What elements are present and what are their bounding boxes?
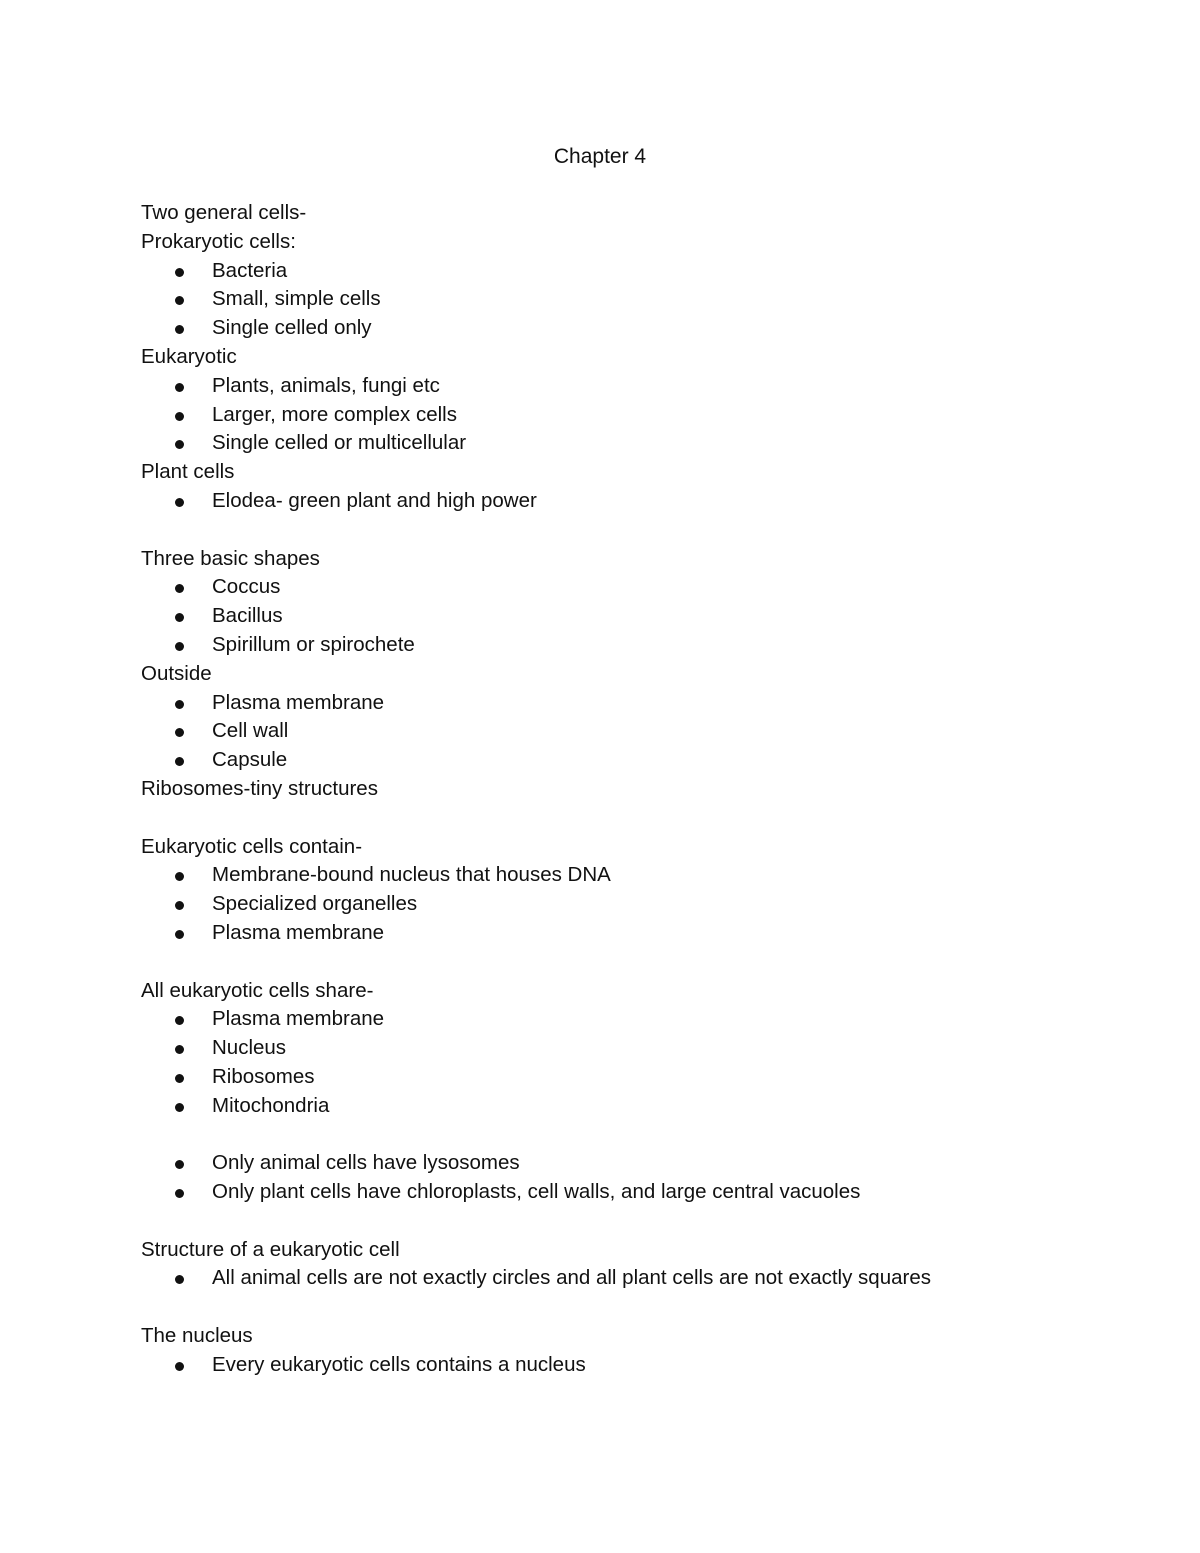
bullet-dot-icon xyxy=(175,498,184,507)
bullet-dot-icon xyxy=(175,700,184,709)
heading-line: Two general cells- xyxy=(141,201,307,224)
heading-line: Eukaryotic cells contain- xyxy=(141,834,363,858)
bullet-item xyxy=(141,1005,1101,1034)
bullet-item xyxy=(141,861,1101,890)
bullet-item xyxy=(141,314,1101,343)
bullet-dot-icon xyxy=(175,325,184,334)
bullet-text: Only animal cells have lysosomes xyxy=(212,1151,520,1175)
bullet-text: Bacillus xyxy=(212,604,283,628)
document-body xyxy=(141,199,1101,1380)
heading-line: Structure of a eukaryotic cell xyxy=(141,1237,400,1261)
bullet-dot-icon xyxy=(175,1362,184,1371)
bullet-item xyxy=(141,1063,1101,1092)
bullet-item xyxy=(141,429,1101,458)
bullet-text: Nucleus xyxy=(212,1036,287,1060)
bullet-dot-icon xyxy=(175,296,184,305)
bullet-dot-icon xyxy=(175,1103,184,1112)
bullet-item xyxy=(141,401,1101,430)
heading-line: Outside xyxy=(141,661,212,685)
bullet-dot-icon xyxy=(175,584,184,593)
bullet-text: Specialized organelles xyxy=(212,892,418,916)
bullet-text: Only plant cells have chloroplasts, cell walls, and large central vacuoles xyxy=(212,1180,861,1204)
bullet-item xyxy=(141,1034,1101,1063)
bullet-dot-icon xyxy=(175,728,184,737)
heading-line: Prokaryotic cells: xyxy=(141,229,296,253)
bullet-text: Coccus xyxy=(212,575,281,599)
heading-line: The nucleus xyxy=(141,1324,253,1348)
bullet-dot-icon xyxy=(175,268,184,277)
bullet-dot-icon xyxy=(175,412,184,421)
bullet-dot-icon xyxy=(175,1074,184,1083)
bullet-text: Plants, animals, fungi etc xyxy=(212,373,440,397)
bullet-item xyxy=(141,1351,1101,1380)
blank-line xyxy=(141,948,1101,977)
bullet-text: Spirillum or spirochete xyxy=(212,632,415,656)
page-title: Chapter 4 xyxy=(553,145,647,168)
bullet-text: Membrane-bound nucleus that houses DNA xyxy=(212,863,611,887)
bullet-item xyxy=(141,573,1101,602)
bullet-text: Mitochondria xyxy=(212,1093,330,1117)
heading-line: Eukaryotic xyxy=(141,344,237,368)
bullet-dot-icon xyxy=(175,1045,184,1054)
bullet-dot-icon xyxy=(175,440,184,449)
blank-line xyxy=(141,1293,1101,1322)
bullet-item xyxy=(141,1178,1101,1207)
heading-line: All eukaryotic cells share- xyxy=(141,978,374,1002)
bullet-dot-icon xyxy=(175,872,184,881)
bullet-item xyxy=(141,717,1101,746)
heading-line: Ribosomes-tiny structures xyxy=(141,776,378,800)
bullet-text: All animal cells are not exactly circles and all plant cells are not exactly squares xyxy=(212,1266,931,1290)
bullet-item xyxy=(141,285,1101,314)
bullet-text: Single celled only xyxy=(212,316,372,340)
bullet-item xyxy=(141,1149,1101,1178)
blank-line xyxy=(141,1207,1101,1236)
bullet-text: Capsule xyxy=(212,748,288,772)
bullet-text: Every eukaryotic cells contains a nucleus xyxy=(212,1352,586,1376)
bullet-item xyxy=(141,689,1101,718)
bullet-dot-icon xyxy=(175,930,184,939)
bullet-item xyxy=(141,372,1101,401)
bullet-text: Cell wall xyxy=(212,719,289,743)
heading-line: Plant cells xyxy=(141,460,235,484)
bullet-dot-icon xyxy=(175,1189,184,1198)
bullet-text: Plasma membrane xyxy=(212,1007,385,1031)
bullet-dot-icon xyxy=(175,1016,184,1025)
bullet-text: Larger, more complex cells xyxy=(212,402,457,426)
bullet-text: Plasma membrane xyxy=(212,920,385,944)
bullet-item xyxy=(141,257,1101,286)
bullet-item xyxy=(141,919,1101,948)
bullet-dot-icon xyxy=(175,642,184,651)
bullet-dot-icon xyxy=(175,1275,184,1284)
bullet-item xyxy=(141,1264,1101,1293)
bullet-dot-icon xyxy=(175,383,184,392)
bullet-dot-icon xyxy=(175,757,184,766)
bullet-item xyxy=(141,602,1101,631)
bullet-text: Ribosomes xyxy=(212,1064,315,1088)
bullet-dot-icon xyxy=(175,613,184,622)
blank-line xyxy=(141,516,1101,545)
blank-line xyxy=(141,1121,1101,1150)
bullet-item xyxy=(141,890,1101,919)
bullet-item xyxy=(141,1092,1101,1121)
bullet-text: Plasma membrane xyxy=(212,690,385,714)
bullet-dot-icon xyxy=(175,1160,184,1169)
blank-line xyxy=(141,804,1101,833)
bullet-item xyxy=(141,631,1101,660)
bullet-item xyxy=(141,746,1101,775)
bullet-item xyxy=(141,487,1101,516)
bullet-text: Elodea- green plant and high power xyxy=(212,488,537,512)
bullet-dot-icon xyxy=(175,901,184,910)
heading-line: Three basic shapes xyxy=(141,546,320,570)
bullet-text: Small, simple cells xyxy=(212,287,381,311)
bullet-text: Single celled or multicellular xyxy=(212,431,467,455)
bullet-text: Bacteria xyxy=(212,258,288,282)
